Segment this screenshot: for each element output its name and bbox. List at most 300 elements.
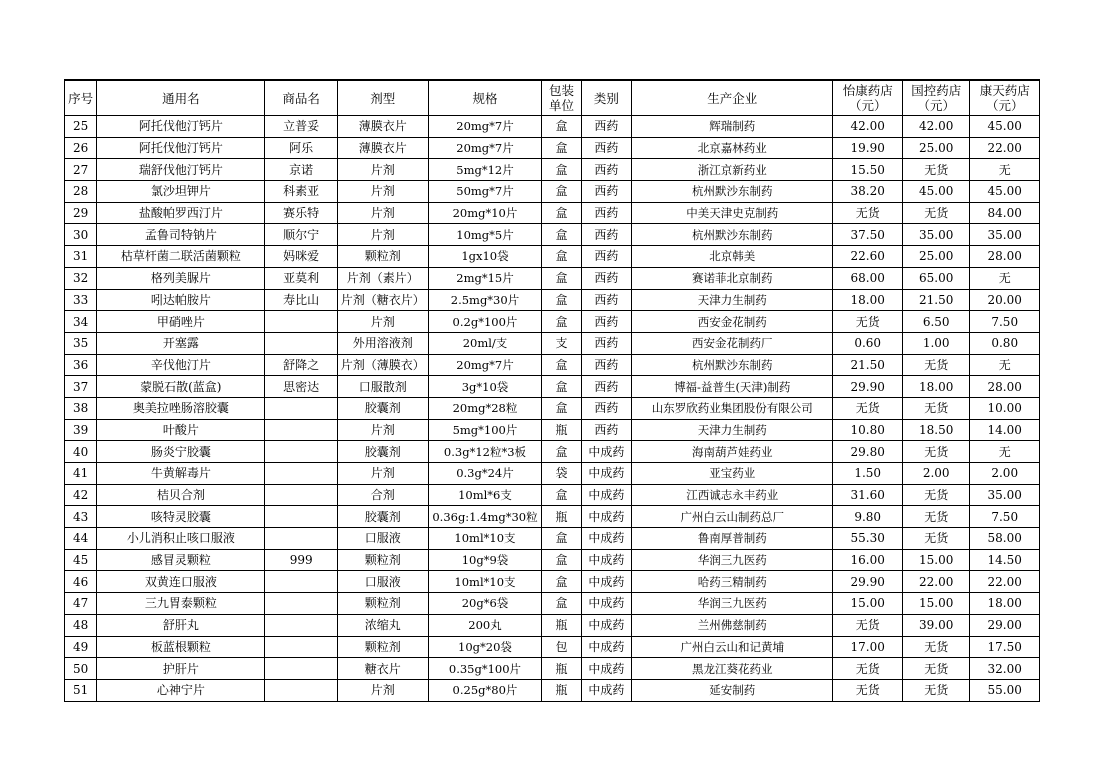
cell-brand-name: 立普妥 xyxy=(265,116,338,138)
cell-dosage-form: 片剂 xyxy=(337,202,428,224)
cell-price-yikang: 21.50 xyxy=(833,354,902,376)
cell-package-unit: 支 xyxy=(542,332,581,354)
table-row xyxy=(65,549,1040,571)
cell-price-kangtian: 28.00 xyxy=(970,376,1040,398)
table-row xyxy=(65,267,1040,289)
cell-dosage-form: 片剂 xyxy=(337,224,428,246)
cell-category: 中成药 xyxy=(581,614,631,636)
cell-spec: 10ml*10支 xyxy=(428,571,542,593)
cell-price-kangtian: 10.00 xyxy=(970,397,1040,419)
cell-brand-name xyxy=(265,614,338,636)
cell-brand-name xyxy=(265,332,338,354)
cell-category: 中成药 xyxy=(581,636,631,658)
cell-package-unit: 瓶 xyxy=(542,614,581,636)
cell-no: 38 xyxy=(65,397,97,419)
cell-generic-name: 牛黄解毒片 xyxy=(97,463,265,485)
cell-spec: 10ml*10支 xyxy=(428,528,542,550)
cell-price-guokong: 无货 xyxy=(902,354,969,376)
table-row xyxy=(65,571,1040,593)
cell-price-guokong: 无货 xyxy=(902,159,969,181)
cell-package-unit: 盒 xyxy=(542,397,581,419)
cell-manufacturer: 哈药三精制药 xyxy=(632,571,833,593)
cell-dosage-form: 片剂 xyxy=(337,463,428,485)
cell-price-yikang: 16.00 xyxy=(833,549,902,571)
cell-price-kangtian: 55.00 xyxy=(970,679,1040,701)
cell-spec: 20mg*7片 xyxy=(428,354,542,376)
cell-package-unit: 盒 xyxy=(542,202,581,224)
cell-dosage-form: 薄膜衣片 xyxy=(337,116,428,138)
cell-no: 35 xyxy=(65,332,97,354)
cell-category: 西药 xyxy=(581,159,631,181)
cell-price-yikang: 无货 xyxy=(833,202,902,224)
table-row xyxy=(65,528,1040,550)
cell-price-guokong: 39.00 xyxy=(902,614,969,636)
cell-price-guokong: 18.00 xyxy=(902,376,969,398)
cell-price-kangtian: 20.00 xyxy=(970,289,1040,311)
cell-dosage-form: 片剂 xyxy=(337,679,428,701)
cell-price-kangtian: 28.00 xyxy=(970,246,1040,268)
cell-generic-name: 阿托伐他汀钙片 xyxy=(97,137,265,159)
cell-category: 中成药 xyxy=(581,463,631,485)
cell-price-kangtian: 7.50 xyxy=(970,311,1040,333)
cell-price-kangtian: 22.00 xyxy=(970,571,1040,593)
cell-generic-name: 心神宁片 xyxy=(97,679,265,701)
cell-brand-name xyxy=(265,441,338,463)
cell-package-unit: 盒 xyxy=(542,571,581,593)
cell-price-yikang: 19.90 xyxy=(833,137,902,159)
cell-price-guokong: 无货 xyxy=(902,441,969,463)
cell-manufacturer: 天津力生制药 xyxy=(632,289,833,311)
cell-brand-name xyxy=(265,528,338,550)
cell-no: 37 xyxy=(65,376,97,398)
header-generic-name: 通用名 xyxy=(97,80,265,116)
cell-manufacturer: 中美天津史克制药 xyxy=(632,202,833,224)
cell-price-yikang: 55.30 xyxy=(833,528,902,550)
cell-price-yikang: 29.90 xyxy=(833,571,902,593)
cell-no: 26 xyxy=(65,137,97,159)
cell-category: 西药 xyxy=(581,202,631,224)
cell-dosage-form: 颗粒剂 xyxy=(337,636,428,658)
cell-package-unit: 瓶 xyxy=(542,506,581,528)
cell-category: 中成药 xyxy=(581,658,631,680)
table-row xyxy=(65,593,1040,615)
cell-spec: 20mg*7片 xyxy=(428,116,542,138)
cell-price-yikang: 29.90 xyxy=(833,376,902,398)
cell-category: 西药 xyxy=(581,332,631,354)
table-row xyxy=(65,376,1040,398)
cell-price-guokong: 25.00 xyxy=(902,137,969,159)
cell-price-yikang: 38.20 xyxy=(833,181,902,203)
header-no: 序号 xyxy=(65,80,97,116)
cell-generic-name: 蒙脱石散(蓝盒) xyxy=(97,376,265,398)
cell-manufacturer: 广州白云山和记黄埔 xyxy=(632,636,833,658)
header-category: 类别 xyxy=(581,80,631,116)
cell-manufacturer: 广州白云山制药总厂 xyxy=(632,506,833,528)
cell-package-unit: 盒 xyxy=(542,593,581,615)
cell-package-unit: 包 xyxy=(542,636,581,658)
cell-no: 31 xyxy=(65,246,97,268)
table-row xyxy=(65,202,1040,224)
cell-package-unit: 袋 xyxy=(542,463,581,485)
cell-spec: 1gx10袋 xyxy=(428,246,542,268)
cell-generic-name: 小儿消积止咳口服液 xyxy=(97,528,265,550)
cell-brand-name: 亚莫利 xyxy=(265,267,338,289)
cell-no: 36 xyxy=(65,354,97,376)
cell-spec: 10ml*6支 xyxy=(428,484,542,506)
cell-generic-name: 格列美脲片 xyxy=(97,267,265,289)
cell-no: 45 xyxy=(65,549,97,571)
cell-no: 30 xyxy=(65,224,97,246)
cell-brand-name: 999 xyxy=(265,549,338,571)
header-store-kangtian: 康天药店（元） xyxy=(970,80,1040,116)
cell-generic-name: 枯草杆菌二联活菌颗粒 xyxy=(97,246,265,268)
cell-price-kangtian: 14.00 xyxy=(970,419,1040,441)
cell-brand-name: 阿乐 xyxy=(265,137,338,159)
cell-brand-name xyxy=(265,397,338,419)
cell-price-yikang: 1.50 xyxy=(833,463,902,485)
cell-price-kangtian: 18.00 xyxy=(970,593,1040,615)
cell-price-yikang: 68.00 xyxy=(833,267,902,289)
cell-category: 西药 xyxy=(581,224,631,246)
cell-price-guokong: 2.00 xyxy=(902,463,969,485)
cell-category: 西药 xyxy=(581,181,631,203)
cell-price-kangtian: 17.50 xyxy=(970,636,1040,658)
table-row xyxy=(65,397,1040,419)
cell-category: 西药 xyxy=(581,397,631,419)
cell-dosage-form: 口服液 xyxy=(337,528,428,550)
header-store-yikang: 怡康药店（元） xyxy=(833,80,902,116)
cell-price-guokong: 15.00 xyxy=(902,593,969,615)
cell-generic-name: 舒肝丸 xyxy=(97,614,265,636)
cell-manufacturer: 山东罗欣药业集团股份有限公司 xyxy=(632,397,833,419)
cell-no: 44 xyxy=(65,528,97,550)
cell-dosage-form: 口服液 xyxy=(337,571,428,593)
cell-brand-name: 思密达 xyxy=(265,376,338,398)
cell-price-guokong: 42.00 xyxy=(902,116,969,138)
cell-price-guokong: 6.50 xyxy=(902,311,969,333)
cell-package-unit: 盒 xyxy=(542,484,581,506)
cell-package-unit: 盒 xyxy=(542,267,581,289)
cell-spec: 0.3g*12粒*3板 xyxy=(428,441,542,463)
cell-generic-name: 咳特灵胶囊 xyxy=(97,506,265,528)
cell-brand-name xyxy=(265,311,338,333)
cell-spec: 10mg*5片 xyxy=(428,224,542,246)
cell-spec: 10g*9袋 xyxy=(428,549,542,571)
cell-generic-name: 甲硝唑片 xyxy=(97,311,265,333)
cell-generic-name: 奥美拉唑肠溶胶囊 xyxy=(97,397,265,419)
cell-generic-name: 桔贝合剂 xyxy=(97,484,265,506)
cell-price-guokong: 18.50 xyxy=(902,419,969,441)
cell-price-yikang: 无货 xyxy=(833,614,902,636)
cell-package-unit: 盒 xyxy=(542,311,581,333)
cell-dosage-form: 薄膜衣片 xyxy=(337,137,428,159)
cell-no: 28 xyxy=(65,181,97,203)
cell-category: 中成药 xyxy=(581,549,631,571)
cell-price-kangtian: 58.00 xyxy=(970,528,1040,550)
table-row xyxy=(65,289,1040,311)
cell-dosage-form: 浓缩丸 xyxy=(337,614,428,636)
cell-manufacturer: 鲁南厚普制药 xyxy=(632,528,833,550)
cell-price-kangtian: 32.00 xyxy=(970,658,1040,680)
cell-brand-name xyxy=(265,679,338,701)
cell-no: 47 xyxy=(65,593,97,615)
cell-dosage-form: 片剂 xyxy=(337,311,428,333)
cell-package-unit: 盒 xyxy=(542,528,581,550)
cell-spec: 50mg*7片 xyxy=(428,181,542,203)
cell-price-kangtian: 29.00 xyxy=(970,614,1040,636)
cell-price-yikang: 31.60 xyxy=(833,484,902,506)
cell-price-guokong: 15.00 xyxy=(902,549,969,571)
cell-price-kangtian: 14.50 xyxy=(970,549,1040,571)
cell-price-yikang: 18.00 xyxy=(833,289,902,311)
cell-package-unit: 瓶 xyxy=(542,419,581,441)
cell-no: 51 xyxy=(65,679,97,701)
cell-manufacturer: 北京嘉林药业 xyxy=(632,137,833,159)
drug-price-table xyxy=(64,79,1040,702)
cell-manufacturer: 杭州默沙东制药 xyxy=(632,354,833,376)
table-row xyxy=(65,419,1040,441)
cell-no: 29 xyxy=(65,202,97,224)
header-package-unit: 包装单位 xyxy=(542,80,581,116)
cell-category: 西药 xyxy=(581,289,631,311)
cell-manufacturer: 辉瑞制药 xyxy=(632,116,833,138)
cell-manufacturer: 杭州默沙东制药 xyxy=(632,181,833,203)
cell-price-kangtian: 2.00 xyxy=(970,463,1040,485)
cell-manufacturer: 浙江京新药业 xyxy=(632,159,833,181)
cell-manufacturer: 西安金花制药厂 xyxy=(632,332,833,354)
cell-dosage-form: 片剂（薄膜衣） xyxy=(337,354,428,376)
cell-dosage-form: 胶囊剂 xyxy=(337,506,428,528)
cell-price-kangtian: 7.50 xyxy=(970,506,1040,528)
cell-manufacturer: 江西诚志永丰药业 xyxy=(632,484,833,506)
cell-no: 33 xyxy=(65,289,97,311)
cell-category: 中成药 xyxy=(581,593,631,615)
cell-price-guokong: 1.00 xyxy=(902,332,969,354)
cell-price-yikang: 42.00 xyxy=(833,116,902,138)
cell-dosage-form: 片剂 xyxy=(337,181,428,203)
cell-spec: 0.2g*100片 xyxy=(428,311,542,333)
cell-price-kangtian: 84.00 xyxy=(970,202,1040,224)
cell-price-kangtian: 0.80 xyxy=(970,332,1040,354)
cell-no: 48 xyxy=(65,614,97,636)
cell-price-guokong: 35.00 xyxy=(902,224,969,246)
cell-manufacturer: 赛诺菲北京制药 xyxy=(632,267,833,289)
cell-package-unit: 瓶 xyxy=(542,658,581,680)
cell-dosage-form: 糖衣片 xyxy=(337,658,428,680)
cell-price-yikang: 无货 xyxy=(833,397,902,419)
cell-no: 50 xyxy=(65,658,97,680)
cell-no: 42 xyxy=(65,484,97,506)
cell-spec: 10g*20袋 xyxy=(428,636,542,658)
cell-generic-name: 叶酸片 xyxy=(97,419,265,441)
cell-brand-name: 寿比山 xyxy=(265,289,338,311)
cell-spec: 200丸 xyxy=(428,614,542,636)
cell-spec: 20mg*10片 xyxy=(428,202,542,224)
header-brand-name: 商品名 xyxy=(265,80,338,116)
cell-price-yikang: 9.80 xyxy=(833,506,902,528)
cell-dosage-form: 片剂 xyxy=(337,419,428,441)
cell-price-yikang: 29.80 xyxy=(833,441,902,463)
cell-price-guokong: 无货 xyxy=(902,202,969,224)
cell-generic-name: 护肝片 xyxy=(97,658,265,680)
cell-category: 西药 xyxy=(581,267,631,289)
cell-category: 西药 xyxy=(581,419,631,441)
cell-price-kangtian: 无 xyxy=(970,267,1040,289)
cell-spec: 2mg*15片 xyxy=(428,267,542,289)
cell-brand-name: 顺尔宁 xyxy=(265,224,338,246)
header-row xyxy=(65,80,1040,116)
cell-spec: 20mg*28粒 xyxy=(428,397,542,419)
cell-dosage-form: 外用溶液剂 xyxy=(337,332,428,354)
cell-manufacturer: 北京韩美 xyxy=(632,246,833,268)
table-row xyxy=(65,441,1040,463)
cell-price-yikang: 无货 xyxy=(833,679,902,701)
cell-price-yikang: 10.80 xyxy=(833,419,902,441)
cell-price-guokong: 22.00 xyxy=(902,571,969,593)
table-row xyxy=(65,311,1040,333)
table-row xyxy=(65,679,1040,701)
cell-price-guokong: 25.00 xyxy=(902,246,969,268)
cell-package-unit: 盒 xyxy=(542,181,581,203)
cell-package-unit: 盒 xyxy=(542,376,581,398)
header-manufacturer: 生产企业 xyxy=(632,80,833,116)
table-row xyxy=(65,224,1040,246)
cell-price-yikang: 0.60 xyxy=(833,332,902,354)
header-dosage-form: 剂型 xyxy=(337,80,428,116)
cell-no: 41 xyxy=(65,463,97,485)
cell-no: 32 xyxy=(65,267,97,289)
cell-brand-name: 妈咪爱 xyxy=(265,246,338,268)
cell-generic-name: 三九胃泰颗粒 xyxy=(97,593,265,615)
cell-category: 西药 xyxy=(581,354,631,376)
cell-manufacturer: 华润三九医药 xyxy=(632,549,833,571)
table-row xyxy=(65,636,1040,658)
cell-price-kangtian: 35.00 xyxy=(970,484,1040,506)
cell-manufacturer: 华润三九医药 xyxy=(632,593,833,615)
cell-no: 46 xyxy=(65,571,97,593)
cell-spec: 2.5mg*30片 xyxy=(428,289,542,311)
cell-manufacturer: 亚宝药业 xyxy=(632,463,833,485)
cell-manufacturer: 海南葫芦娃药业 xyxy=(632,441,833,463)
table-row xyxy=(65,181,1040,203)
header-store-guokong: 国控药店（元） xyxy=(902,80,969,116)
cell-category: 西药 xyxy=(581,311,631,333)
cell-generic-name: 辛伐他汀片 xyxy=(97,354,265,376)
cell-manufacturer: 黑龙江葵花药业 xyxy=(632,658,833,680)
cell-generic-name: 双黄连口服液 xyxy=(97,571,265,593)
cell-price-guokong: 无货 xyxy=(902,658,969,680)
cell-brand-name xyxy=(265,419,338,441)
cell-price-guokong: 21.50 xyxy=(902,289,969,311)
cell-no: 25 xyxy=(65,116,97,138)
cell-brand-name xyxy=(265,658,338,680)
cell-dosage-form: 颗粒剂 xyxy=(337,593,428,615)
cell-category: 中成药 xyxy=(581,528,631,550)
cell-manufacturer: 博福-益普生(天津)制药 xyxy=(632,376,833,398)
cell-price-kangtian: 22.00 xyxy=(970,137,1040,159)
cell-manufacturer: 兰州佛慈制药 xyxy=(632,614,833,636)
header-spec: 规格 xyxy=(428,80,542,116)
table-row xyxy=(65,658,1040,680)
cell-spec: 0.25g*80片 xyxy=(428,679,542,701)
cell-category: 中成药 xyxy=(581,506,631,528)
cell-brand-name: 赛乐特 xyxy=(265,202,338,224)
cell-generic-name: 瑞舒伐他汀钙片 xyxy=(97,159,265,181)
table-row xyxy=(65,354,1040,376)
cell-no: 43 xyxy=(65,506,97,528)
cell-price-guokong: 无货 xyxy=(902,528,969,550)
cell-manufacturer: 延安制药 xyxy=(632,679,833,701)
cell-spec: 20g*6袋 xyxy=(428,593,542,615)
cell-generic-name: 孟鲁司特钠片 xyxy=(97,224,265,246)
cell-category: 西药 xyxy=(581,246,631,268)
cell-price-yikang: 无货 xyxy=(833,311,902,333)
cell-price-kangtian: 无 xyxy=(970,159,1040,181)
cell-manufacturer: 西安金花制药 xyxy=(632,311,833,333)
cell-category: 西药 xyxy=(581,376,631,398)
cell-spec: 0.36g:1.4mg*30粒 xyxy=(428,506,542,528)
table-row xyxy=(65,484,1040,506)
cell-dosage-form: 口服散剂 xyxy=(337,376,428,398)
cell-price-guokong: 45.00 xyxy=(902,181,969,203)
cell-price-yikang: 15.00 xyxy=(833,593,902,615)
cell-brand-name: 科素亚 xyxy=(265,181,338,203)
cell-package-unit: 盒 xyxy=(542,137,581,159)
cell-brand-name: 京诺 xyxy=(265,159,338,181)
cell-no: 39 xyxy=(65,419,97,441)
cell-brand-name: 舒降之 xyxy=(265,354,338,376)
cell-package-unit: 盒 xyxy=(542,549,581,571)
cell-generic-name: 感冒灵颗粒 xyxy=(97,549,265,571)
cell-dosage-form: 片剂（糖衣片） xyxy=(337,289,428,311)
cell-dosage-form: 合剂 xyxy=(337,484,428,506)
cell-spec: 0.3g*24片 xyxy=(428,463,542,485)
cell-manufacturer: 天津力生制药 xyxy=(632,419,833,441)
cell-package-unit: 盒 xyxy=(542,354,581,376)
table-row xyxy=(65,463,1040,485)
cell-category: 西药 xyxy=(581,116,631,138)
cell-package-unit: 盒 xyxy=(542,289,581,311)
cell-dosage-form: 片剂（素片） xyxy=(337,267,428,289)
cell-brand-name xyxy=(265,636,338,658)
cell-package-unit: 盒 xyxy=(542,441,581,463)
cell-price-yikang: 无货 xyxy=(833,658,902,680)
cell-generic-name: 盐酸帕罗西汀片 xyxy=(97,202,265,224)
cell-price-kangtian: 45.00 xyxy=(970,116,1040,138)
cell-package-unit: 盒 xyxy=(542,116,581,138)
cell-generic-name: 肠炎宁胶囊 xyxy=(97,441,265,463)
cell-price-kangtian: 无 xyxy=(970,441,1040,463)
cell-no: 40 xyxy=(65,441,97,463)
cell-category: 中成药 xyxy=(581,679,631,701)
cell-no: 27 xyxy=(65,159,97,181)
cell-dosage-form: 片剂 xyxy=(337,159,428,181)
cell-generic-name: 开塞露 xyxy=(97,332,265,354)
cell-price-yikang: 22.60 xyxy=(833,246,902,268)
cell-brand-name xyxy=(265,506,338,528)
cell-brand-name xyxy=(265,463,338,485)
cell-brand-name xyxy=(265,484,338,506)
cell-spec: 5mg*100片 xyxy=(428,419,542,441)
table-row xyxy=(65,159,1040,181)
cell-generic-name: 板蓝根颗粒 xyxy=(97,636,265,658)
cell-price-guokong: 无货 xyxy=(902,679,969,701)
cell-spec: 20ml/支 xyxy=(428,332,542,354)
table-row xyxy=(65,614,1040,636)
table-row xyxy=(65,506,1040,528)
cell-brand-name xyxy=(265,571,338,593)
table-row xyxy=(65,116,1040,138)
